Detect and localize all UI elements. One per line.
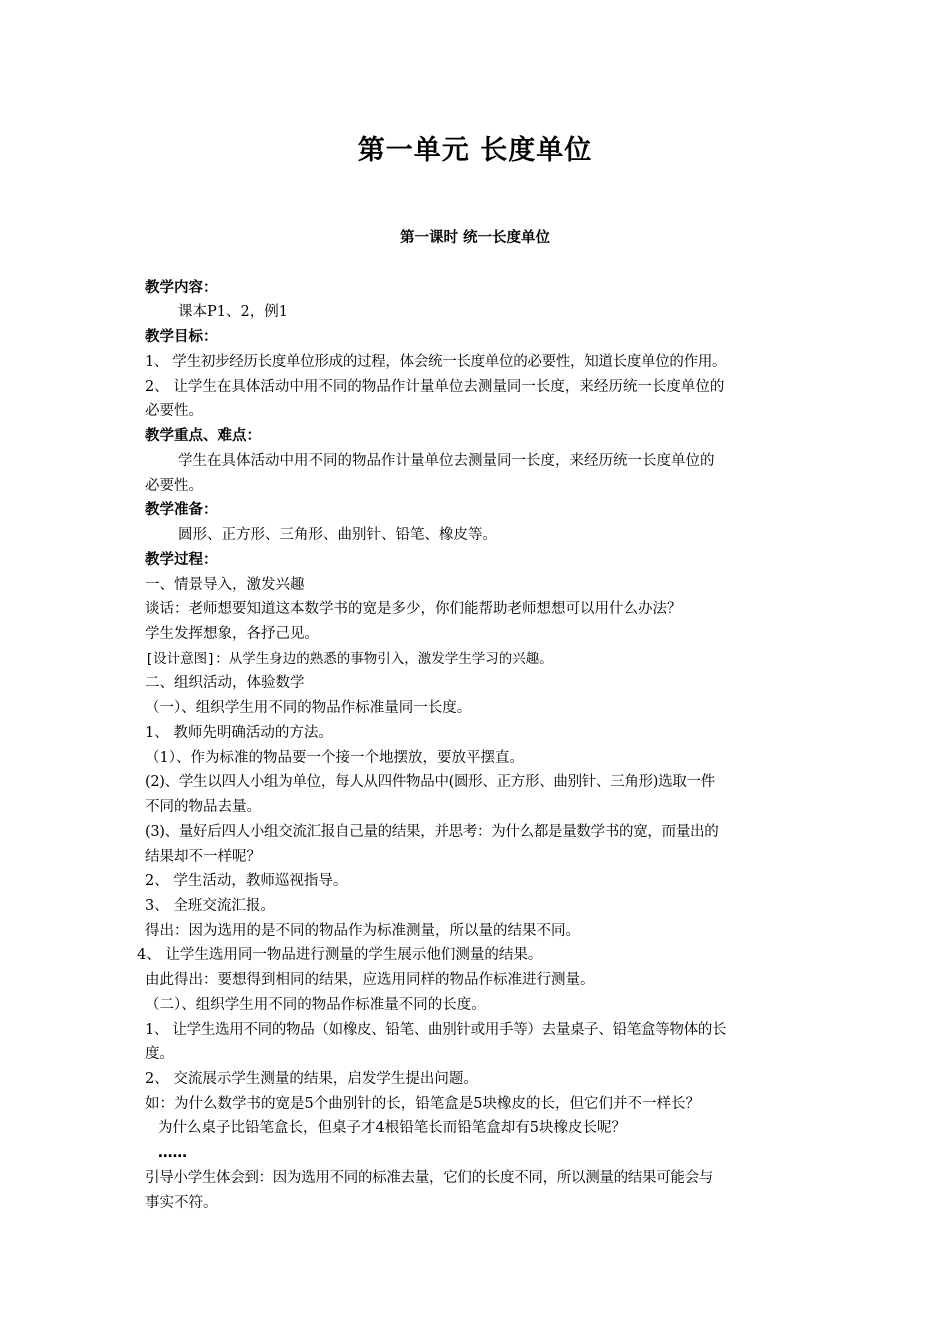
key-points-line-2: 必要性。	[145, 478, 203, 494]
key-points-line-1: 学生在具体活动中用不同的物品作计量单位去测量同一长度，来经历统一长度单位的	[178, 453, 715, 469]
process-line: 如：为什么数学书的宽是5个曲别针的长，铅笔盒是5块橡皮的长，但它们并不一样长？	[145, 1096, 700, 1112]
process-line: （一）、组织学生用不同的物品作标准量同一长度。	[145, 700, 472, 716]
page-title: 第一单元 长度单位	[357, 135, 593, 166]
process-line: 二、组织活动，体验数学	[145, 675, 305, 691]
process-line: 4、 让学生选用同一物品进行测量的学生展示他们测量的结果。	[137, 947, 543, 963]
process-line: 度。	[145, 1046, 174, 1062]
process-line: 2、 学生活动，教师巡视指导。	[145, 873, 348, 889]
process-line: (3)、量好后四人小组交流汇报自己量的结果，并思考：为什么都是量数学书的宽，而量出的	[145, 824, 719, 840]
ellipsis: ……	[158, 1145, 187, 1161]
process-line: 由此得出：要想得到相同的结果，应选用同样的物品作标准进行测量。	[145, 972, 595, 988]
heading-preparation: 教学准备：	[145, 502, 218, 518]
process-line: 不同的物品去量。	[145, 799, 261, 815]
heading-key-points: 教学重点、难点：	[145, 428, 261, 444]
content-text: 课本P1、2，例1	[178, 304, 288, 320]
process-line: 谈话：老师想要知道这本数学书的宽是多少，你们能帮助老师想想可以用什么办法？	[145, 601, 682, 617]
goal-2-line-1: 2、 让学生在具体活动中用不同的物品作计量单位去测量同一长度，来经历统一长度单位的	[145, 379, 725, 395]
preparation-text: 圆形、正方形、三角形、曲别针、铅笔、橡皮等。	[178, 527, 497, 543]
process-line: 1、 教师先明确活动的方法。	[145, 725, 333, 741]
process-line: 得出：因为选用的是不同的物品作为标准测量，所以量的结果不同。	[145, 923, 580, 939]
heading-goals: 教学目标：	[145, 329, 218, 345]
process-line: 结果却不一样呢？	[145, 849, 261, 865]
heading-process: 教学过程：	[145, 552, 218, 568]
goal-2-line-2: 必要性。	[145, 403, 203, 419]
process-line: （二）、组织学生用不同的物品作标准量不同的长度。	[145, 997, 486, 1013]
process-line: 事实不符。	[145, 1195, 218, 1211]
process-line: 一、情景导入，激发兴趣	[145, 577, 305, 593]
process-line: 为什么桌子比铅笔盒长，但桌子才4根铅笔长而铅笔盒却有5块橡皮长呢？	[158, 1120, 626, 1136]
process-line: (2)、学生以四人小组为单位，每人从四件物品中(圆形、正方形、曲别针、三角形)选取一件	[145, 774, 715, 790]
process-line: 1、 让学生选用不同的物品（如橡皮、铅笔、曲别针或用手等）去量桌子、铅笔盒等物体的长	[145, 1022, 727, 1038]
process-line: 引导小学生体会到：因为选用不同的标准去量，它们的长度不同，所以测量的结果可能会与	[145, 1170, 713, 1186]
process-line: 3、 全班交流汇报。	[145, 898, 275, 914]
process-line: 学生发挥想象，各抒己见。	[145, 626, 319, 642]
process-line: 2、 交流展示学生测量的结果，启发学生提出问题。	[145, 1071, 478, 1087]
process-line: （1）、作为标准的物品要一个接一个地摆放，要放平摆直。	[145, 750, 524, 766]
goal-1: 1、 学生初步经历长度单位形成的过程，体会统一长度单位的必要性，知道长度单位的作用。	[145, 354, 727, 370]
design-intent: [设计意图]：从学生身边的熟悉的事物引入，激发学生学习的兴趣。	[145, 651, 553, 667]
heading-content: 教学内容：	[145, 280, 218, 296]
lesson-subtitle: 第一课时 统一长度单位	[399, 230, 551, 246]
